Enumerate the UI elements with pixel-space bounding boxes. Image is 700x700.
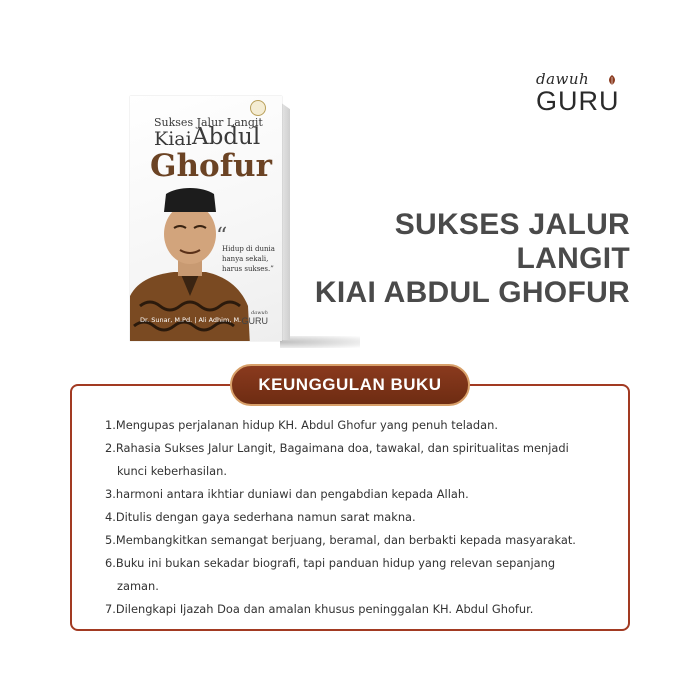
list-item: [105, 506, 605, 529]
list-item-number: 7.: [105, 602, 116, 616]
book-title-ghofur: Ghofur: [150, 148, 272, 184]
list-item-text: Dilengkapi Ijazah Doa dan amalan khusus peninggalan KH. Abdul Ghofur.: [115, 602, 534, 616]
list-item-text: Rahasia Sukses Jalur Langit, Bagaimana doa, tawakal, dan spiritualitas menjadi: [115, 441, 569, 455]
quote-mark: “: [216, 224, 228, 249]
logo-brand: GURU: [536, 86, 620, 116]
list-item-text: Buku ini bukan sekadar biografi, tapi panduan hidup yang relevan sepanjang: [115, 556, 556, 570]
feature-list: [105, 414, 605, 621]
list-item: [105, 552, 605, 575]
list-item-text: Mengupas perjalanan hidup KH. Abdul Ghofur yang penuh teladan.: [115, 418, 498, 432]
book-subtitle: Sukses Jalur Langit: [154, 116, 263, 129]
list-item-number: 3.: [105, 487, 116, 501]
award-badge-icon: [250, 100, 266, 116]
product-title: [300, 208, 630, 310]
book-front: [130, 96, 282, 341]
leaf-icon: [606, 74, 618, 86]
list-item: [105, 437, 605, 460]
book-publisher-logo: [234, 310, 268, 326]
book-title-abdul: Abdul: [192, 124, 261, 150]
list-item-number: 1.: [105, 418, 116, 432]
list-item: [105, 598, 605, 621]
book-authors: Dr. Sunar, M.Pd. | Ali Adhim, M.: [140, 316, 242, 324]
list-item-number: 5.: [105, 533, 116, 547]
book-shadow: [280, 336, 360, 348]
book-quote: Hidup di dunia hanya sekali, harus sukses.”: [222, 245, 275, 273]
list-item-text: harmoni antara ikhtiar duniawi dan pengabdian kepada Allah.: [115, 487, 469, 501]
list-item-number: 2.: [105, 441, 116, 455]
logo-script: dawuh: [536, 70, 590, 88]
list-item-text: Membangkitkan semangat berjuang, beramal, dan berbakti kepada masyarakat.: [115, 533, 576, 547]
list-item: [105, 529, 605, 552]
book-title-kiai: Kiai: [154, 128, 192, 150]
book-logo-brand: GURU: [241, 316, 268, 326]
book-cover-image: [130, 96, 290, 346]
book-logo-script: dawuh: [251, 310, 268, 316]
list-item: [105, 483, 605, 506]
list-item-text: Ditulis dengan gaya sederhana namun sarat makna.: [115, 510, 416, 524]
list-item-number: 6.: [105, 556, 116, 570]
title-line-2: KIAI ABDUL GHOFUR: [314, 276, 630, 309]
list-item: [105, 414, 605, 437]
title-line-1: SUKSES JALUR LANGIT: [394, 208, 630, 275]
section-heading-badge: KEUNGGULAN BUKU: [230, 364, 470, 406]
list-item-continuation: kunci keberhasilan.: [117, 464, 227, 478]
list-item-continuation: zaman.: [117, 579, 159, 593]
list-item-number: 4.: [105, 510, 116, 524]
